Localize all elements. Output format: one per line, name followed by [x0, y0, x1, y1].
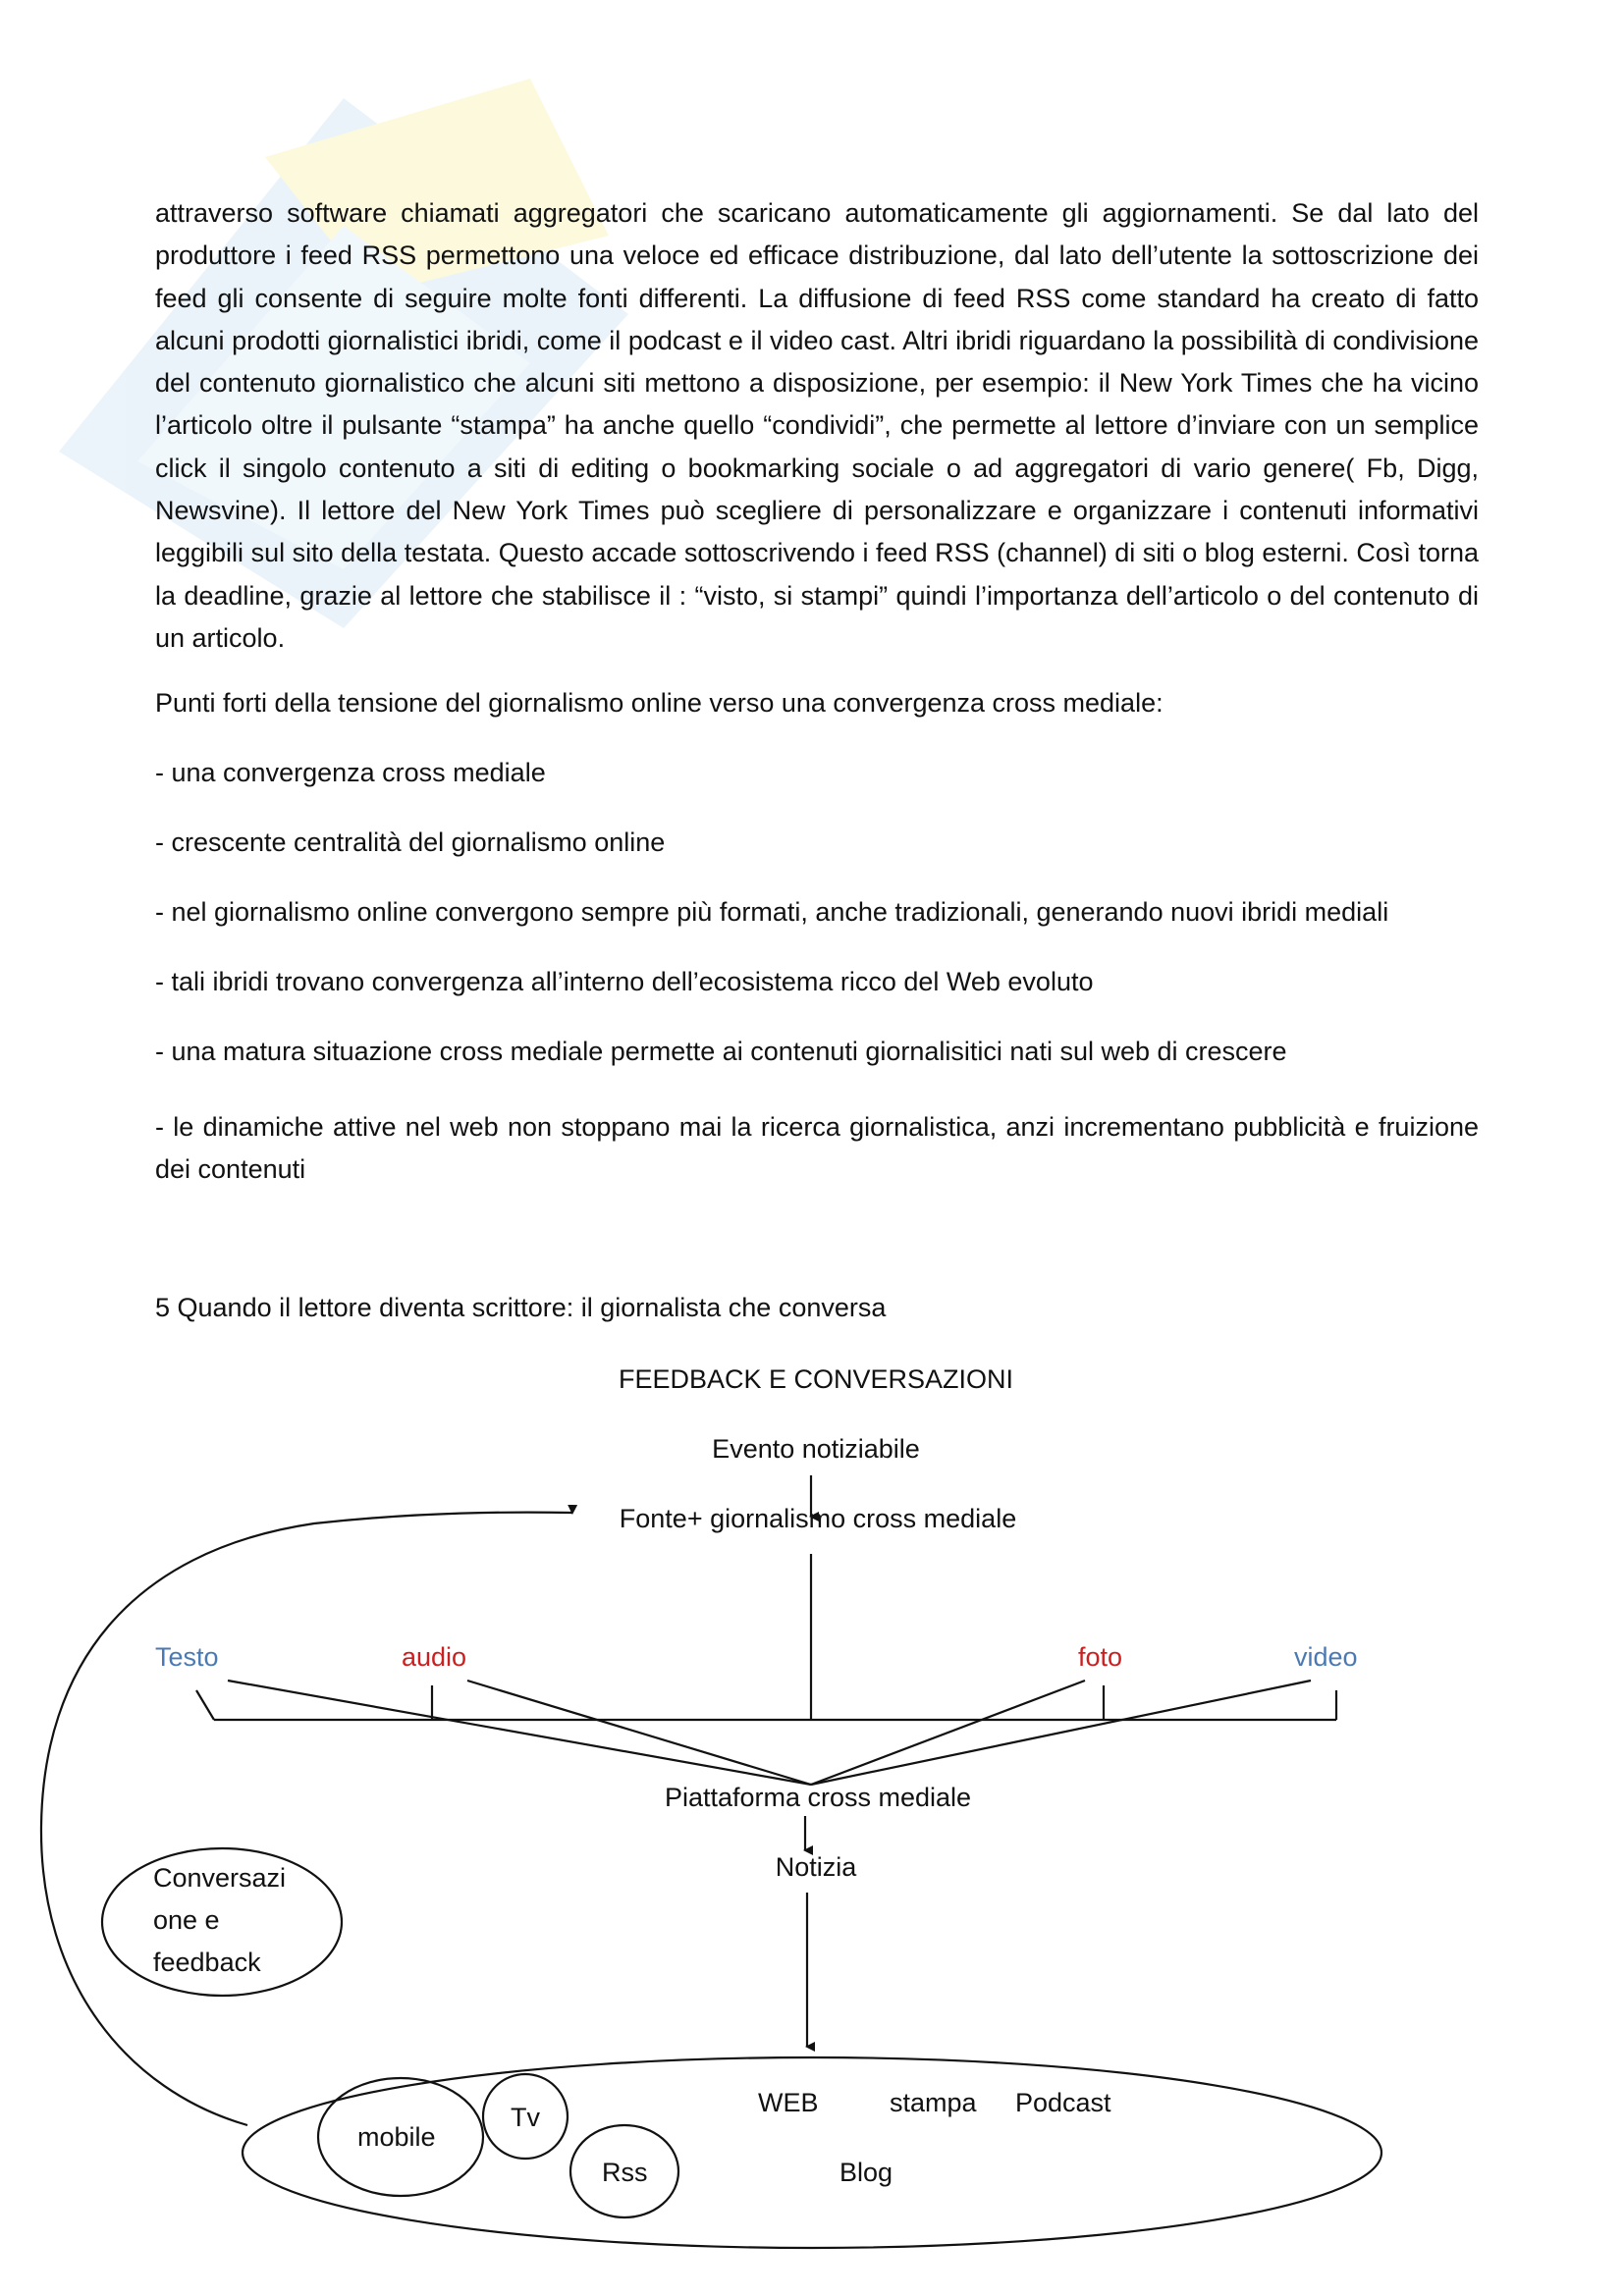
- bullet-point: - una matura situazione cross mediale permette ai contenuti giornalisitici nati sul web di crescere: [155, 1037, 1287, 1066]
- news-label: Notizia: [775, 1852, 857, 1882]
- channel-rss: Rss: [602, 2158, 648, 2187]
- feedback-label-line: Conversazi: [153, 1863, 287, 1893]
- feedback-loop-curve: [41, 1513, 572, 2125]
- testo-bracket-left: [196, 1690, 214, 1720]
- section-heading: 5 Quando il lettore diventa scrittore: il giornalista che conversa: [155, 1293, 887, 1322]
- channels-ellipse: [243, 2057, 1381, 2248]
- bullet-point: - tali ibridi trovano convergenza all’interno dell’ecosistema ricco del Web evoluto: [155, 967, 1094, 996]
- channel-stampa: stampa: [890, 2088, 977, 2117]
- channel-podcast: Podcast: [1015, 2088, 1111, 2117]
- foto-to-platform: [811, 1681, 1085, 1785]
- channel-tv: Tv: [511, 2103, 540, 2132]
- bullet-point: - crescente centralità del giornalismo online: [155, 828, 666, 857]
- body-paragraph: attraverso software chiamati aggregatori che scaricano automaticamente gli aggiornamenti. Se dal lato del produttore i feed RSS permettono una veloce ed efficace distribuzione, dal lato dell’utente la sottoscrizione dei feed gli consente di seguire molte fonti differenti. La diffusione di feed RSS come standard ha creato di fatto alcuni prodotti giornalistici ibridi, come il podcast e il video cast. Altri ibridi riguardano la possibilità di condivisione del contenuto giornalistico che alcuni siti mettono a disposizione, per esempio: il New York Times che ha vicino l’articolo oltre il pulsante “stampa” ha anche quello “condividi”, che permette al lettore d’inviare con un semplice click il singolo contenuto a siti di editing o bookmarking sociale o ad aggregatori di vario genere( Fb, Digg, Newsvine). Il lettore del New York Times può scegliere di personalizzare e organizzare i contenuti informativi leggibili sul sito della testata. Questo accade sottoscrivendo i feed RSS (channel) di siti o blog esterni. Così torna la deadline, grazie al lettore che stabilisce il : “visto, si stampi” quindi l’importanza dell’articolo o del contenuto di un articolo.: [155, 198, 1479, 653]
- event-label: Evento notiziabile: [712, 1434, 920, 1464]
- bullet-point: - una convergenza cross mediale: [155, 758, 546, 787]
- video-to-platform: [811, 1681, 1311, 1785]
- format-testo: Testo: [155, 1642, 219, 1672]
- source-label: Fonte+ giornalismo cross mediale: [619, 1504, 1017, 1533]
- channel-blog: Blog: [839, 2158, 893, 2187]
- diagram-title: FEEDBACK E CONVERSAZIONI: [618, 1364, 1014, 1394]
- bullet-point: - le dinamiche attive nel web non stoppano mai la ricerca giornalistica, anzi incrementano pubblicità e fruizione dei contenuti: [155, 1112, 1479, 1185]
- feedback-label-line: feedback: [153, 1948, 261, 1977]
- platform-label: Piattaforma cross mediale: [664, 1783, 972, 1812]
- feedback-label-line: one e: [153, 1905, 220, 1935]
- bullet-point: - nel giornalismo online convergono sempre più formati, anche tradizionali, generando nuovi ibridi mediali: [155, 897, 1389, 927]
- format-video: video: [1294, 1642, 1358, 1672]
- channel-mobile: mobile: [357, 2122, 436, 2152]
- format-foto: foto: [1078, 1642, 1123, 1672]
- format-audio: audio: [402, 1642, 467, 1672]
- points-intro: Punti forti della tensione del giornalismo online verso una convergenza cross mediale:: [155, 688, 1164, 718]
- channel-web: WEB: [758, 2088, 819, 2117]
